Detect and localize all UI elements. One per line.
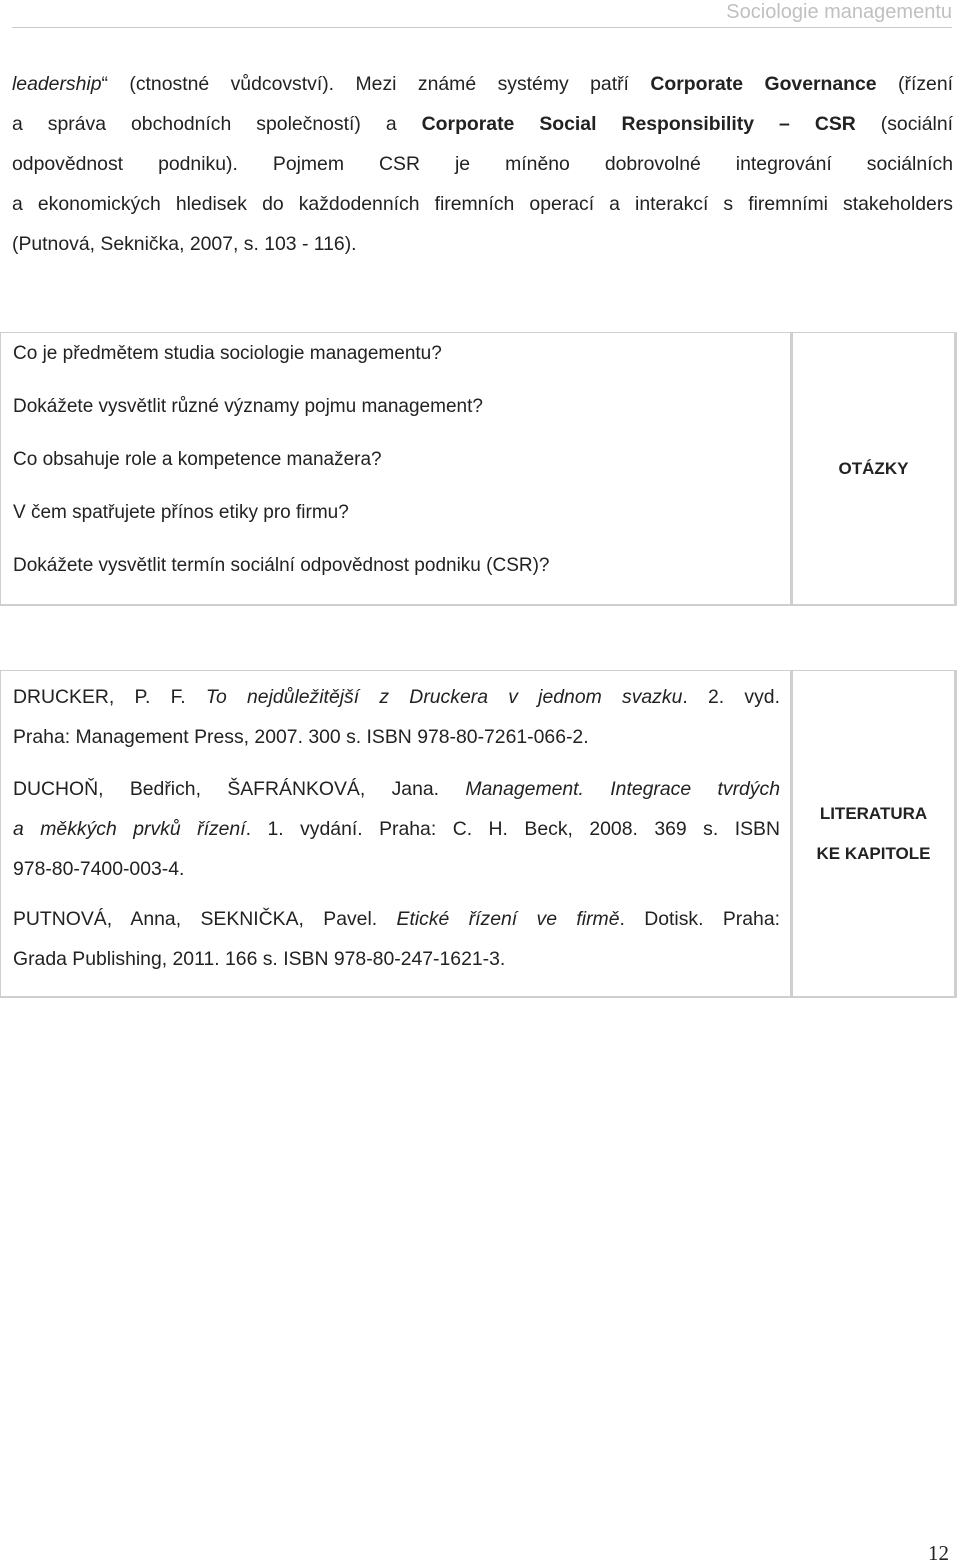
book-title: To nejdůležitější z Druckera v jednom svazku [205,686,683,708]
text-run: (řízení [876,73,954,95]
question-item: Dokážete vysvětlit termín sociální odpovědnost podniku (CSR)? [13,555,550,576]
reference-line [13,899,780,939]
question-item: Co je předmětem studia sociologie managementu? [13,343,442,364]
text-run: “ (ctnostné vůdcovství). Mezi známé systémy patří [101,73,651,95]
running-title: Sociologie managementu [726,1,952,23]
reference-line: 978-80-7400-003-4. [13,858,185,880]
questions-label [793,333,954,604]
text-run: a správa obchodních společností) a [12,113,422,135]
literature-label-line: LITERATURA [819,803,928,823]
question-item: Dokážete vysvětlit různé významy pojmu management? [13,396,483,417]
literature-label [793,671,954,996]
text-run: DUCHOŇ, Bedřich, ŠAFRÁNKOVÁ, Jana. [13,778,466,800]
reference-item [13,677,780,757]
question-item: Co obsahuje role a kompetence manažera? [13,449,382,470]
reference-line [13,809,780,849]
text-run: . 2. vyd. [682,686,780,708]
text-run: . 1. vydání. Praha: C. H. Beck, 2008. 369 s. ISBN [245,818,780,840]
literature-label-line: KE KAPITOLE [816,843,931,863]
reference-line [13,769,780,809]
reference-item [13,769,780,889]
book-title: Etické řízení ve firmě [396,908,620,930]
paragraph-line: (Putnová, Seknička, 2007, s. 103 - 116). [12,233,357,255]
reference-line [13,677,780,717]
bold-term: Corporate Social Responsibility – CSR [421,113,856,135]
text-run: DRUCKER, P. F. [13,686,206,708]
bold-term: Corporate Governance [650,73,877,95]
literature-box [0,670,957,998]
paragraph-line: a ekonomických hledisek do každodenních firemních operací a interakcí s firemními stakeholders [12,193,953,215]
page-number: 12 [928,1541,949,1565]
reference-line: Grada Publishing, 2011. 166 s. ISBN 978-80-247-1621-3. [13,948,506,970]
text-run: (sociální [855,113,953,135]
paragraph-line [12,64,953,104]
running-header [12,0,952,28]
questions-label-text: OTÁZKY [838,458,909,478]
paragraph-line [12,104,953,144]
question-item: V čem spatřujete přínos etiky pro firmu? [13,502,349,523]
book-title: a měkkých prvků řízení [13,818,246,840]
body-paragraph [12,64,953,264]
paragraph-line: odpovědnost podniku). Pojmem CSR je míněno dobrovolné integrování sociálních [12,153,953,175]
questions-box [0,332,957,606]
text-run: . Dotisk. Praha: [619,908,781,930]
reference-item [13,899,780,979]
reference-line: Praha: Management Press, 2007. 300 s. ISBN 978-80-7261-066-2. [13,726,589,748]
book-title: Management. Integrace tvrdých [465,778,780,800]
italic-term: leadership [12,73,102,95]
text-run: PUTNOVÁ, Anna, SEKNIČKA, Pavel. [13,908,397,930]
